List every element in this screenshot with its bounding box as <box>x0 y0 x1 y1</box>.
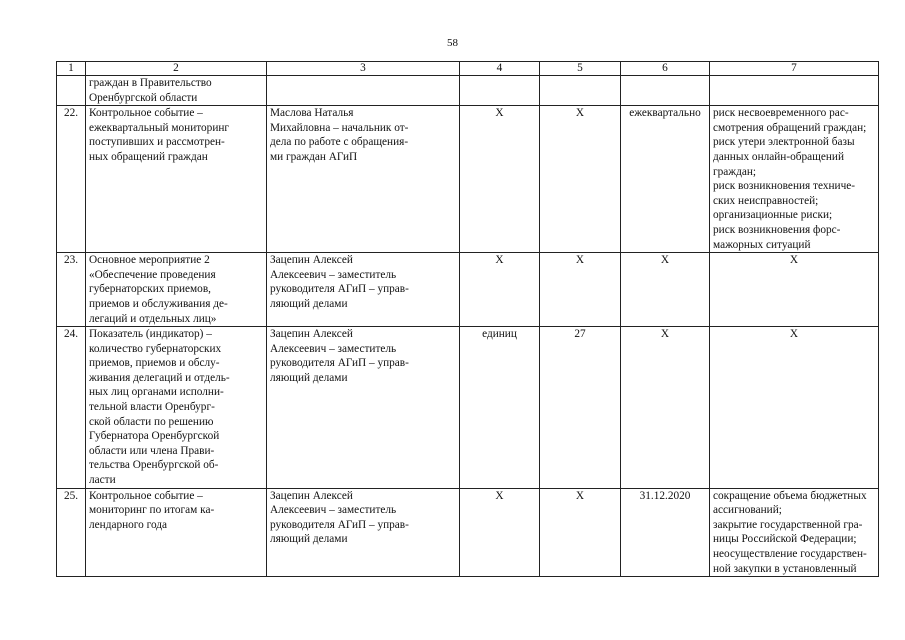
responsible-person-line: руководителя АГиП – управ- <box>270 518 409 531</box>
unit-cell <box>460 76 540 106</box>
risks-cell-line: ассигнований; <box>713 504 782 517</box>
risks-cell-line: риск утери электронной базы <box>713 136 855 149</box>
event-name-line: ежеквартальный мониторинг <box>89 121 230 134</box>
event-name-line: губернаторских приемов, <box>89 283 211 296</box>
row-number: 25. <box>57 488 86 577</box>
responsible-person-line: Алексеевич – заместитель <box>270 504 397 517</box>
responsible-person <box>267 106 460 253</box>
event-name-line: количество губернаторских <box>89 342 222 355</box>
row-number: 23. <box>57 253 86 327</box>
event-name-line: ласти <box>89 474 116 487</box>
risks-cell-line: риск возникновения техниче- <box>713 180 856 193</box>
responsible-person-line: ми граждан АГиП <box>270 150 358 163</box>
risks-cell-line: сокращение объема бюджетных <box>713 489 867 502</box>
risks-cell-line: смотрения обращений граждан; <box>713 121 867 134</box>
risks-cell-line: ной закупки в установленный <box>713 562 857 575</box>
row-number <box>57 76 86 106</box>
row-number: 22. <box>57 106 86 253</box>
risks-cell-line: риск возникновения форс- <box>713 223 841 236</box>
event-name-line: Показатель (индикатор) – <box>89 328 212 341</box>
column-header: 7 <box>710 62 879 76</box>
responsible-person-line: Зацепин Алексей <box>270 254 353 267</box>
event-name-line: Основное мероприятие 2 <box>89 254 210 267</box>
responsible-person-line: ляющий делами <box>270 371 348 384</box>
event-name-line: Контрольное событие – <box>89 489 203 502</box>
event-name-line: поступивших и рассмотрен- <box>89 136 225 149</box>
table-row <box>57 488 879 577</box>
event-name-line: тельства Оренбургской об- <box>89 459 219 472</box>
value-cell: X <box>540 488 621 577</box>
risks-cell: X <box>710 327 879 489</box>
responsible-person-line: дела по работе с обращения- <box>270 136 409 149</box>
column-header: 4 <box>460 62 540 76</box>
value-cell: X <box>540 106 621 253</box>
event-name-line: приемов, приемов и обслу- <box>89 357 220 370</box>
responsible-person-line: Зацепин Алексей <box>270 328 353 341</box>
risks-cell-line: организационные риски; <box>713 209 833 222</box>
value-cell: X <box>540 253 621 327</box>
table-row <box>57 76 879 106</box>
event-name <box>86 488 267 577</box>
event-name-line: живания делегаций и отдель- <box>89 371 230 384</box>
event-name-line: Контрольное событие – <box>89 107 203 120</box>
risks-cell-line: ских неисправностей; <box>713 194 819 207</box>
event-name-line: приемов и обслуживания де- <box>89 297 228 310</box>
column-number-row <box>57 62 879 76</box>
event-name-line: Губернатора Оренбургской <box>89 430 220 443</box>
event-name-line: Оренбургской области <box>89 91 198 104</box>
risks-cell: X <box>710 253 879 327</box>
risks-cell <box>710 76 879 106</box>
risks-cell-line: риск несвоевременного рас- <box>713 107 849 120</box>
risks-cell-line: закрытие государственной гра- <box>713 518 863 531</box>
event-name-line: области или члена Прави- <box>89 444 215 457</box>
responsible-person-line: Маслова Наталья <box>270 107 354 120</box>
plan-table <box>56 61 879 577</box>
event-name-line: «Обеспечение проведения <box>89 268 216 281</box>
event-name <box>86 76 267 106</box>
risks-cell-line: мажорных ситуаций <box>713 238 811 251</box>
event-name <box>86 106 267 253</box>
column-header: 6 <box>621 62 710 76</box>
event-name-line: лендарного года <box>89 518 168 531</box>
responsible-person-line: руководителя АГиП – управ- <box>270 357 409 370</box>
table-row <box>57 253 879 327</box>
risks-cell <box>710 106 879 253</box>
event-name <box>86 253 267 327</box>
event-name-line: мониторинг по итогам ка- <box>89 504 215 517</box>
unit-cell: X <box>460 253 540 327</box>
value-cell: 27 <box>540 327 621 489</box>
risks-cell-line: неосуществление государствен- <box>713 548 867 560</box>
responsible-person-line: ляющий делами <box>270 533 348 546</box>
column-header: 2 <box>86 62 267 76</box>
column-header: 1 <box>57 62 86 76</box>
event-name-line: ской области по решению <box>89 415 214 428</box>
risks-cell-line: ницы Российской Федерации; <box>713 533 857 546</box>
date-cell: 31.12.2020 <box>621 488 710 577</box>
risks-cell-line: данных онлайн-обращений <box>713 150 845 163</box>
responsible-person-line: ляющий делами <box>270 297 348 310</box>
responsible-person <box>267 76 460 106</box>
event-name-line: ных лиц органами исполни- <box>89 386 224 399</box>
table-row <box>57 327 879 489</box>
column-header: 5 <box>540 62 621 76</box>
event-name-line: граждан в Правительство <box>89 77 212 89</box>
event-name-line: легаций и отдельных лиц» <box>89 312 217 325</box>
row-number: 24. <box>57 327 86 489</box>
value-cell <box>540 76 621 106</box>
table-row <box>57 106 879 253</box>
date-cell <box>621 76 710 106</box>
date-cell: X <box>621 253 710 327</box>
responsible-person-line: Алексеевич – заместитель <box>270 342 397 355</box>
event-name-line: ных обращений граждан <box>89 150 208 163</box>
responsible-person-line: Зацепин Алексей <box>270 489 353 502</box>
risks-cell <box>710 488 879 577</box>
responsible-person-line: руководителя АГиП – управ- <box>270 283 409 296</box>
risks-cell-line: граждан; <box>713 165 757 178</box>
event-name <box>86 327 267 489</box>
responsible-person <box>267 327 460 489</box>
event-name-line: тельной власти Оренбург- <box>89 401 215 414</box>
column-header: 3 <box>267 62 460 76</box>
unit-cell: X <box>460 106 540 253</box>
unit-cell: единиц <box>460 327 540 489</box>
date-cell: X <box>621 327 710 489</box>
page-number: 58 <box>447 37 458 49</box>
responsible-person <box>267 253 460 327</box>
responsible-person-line: Михайловна – начальник от- <box>270 121 409 134</box>
date-cell: ежеквартально <box>621 106 710 253</box>
responsible-person <box>267 488 460 577</box>
unit-cell: X <box>460 488 540 577</box>
responsible-person-line: Алексеевич – заместитель <box>270 268 397 281</box>
